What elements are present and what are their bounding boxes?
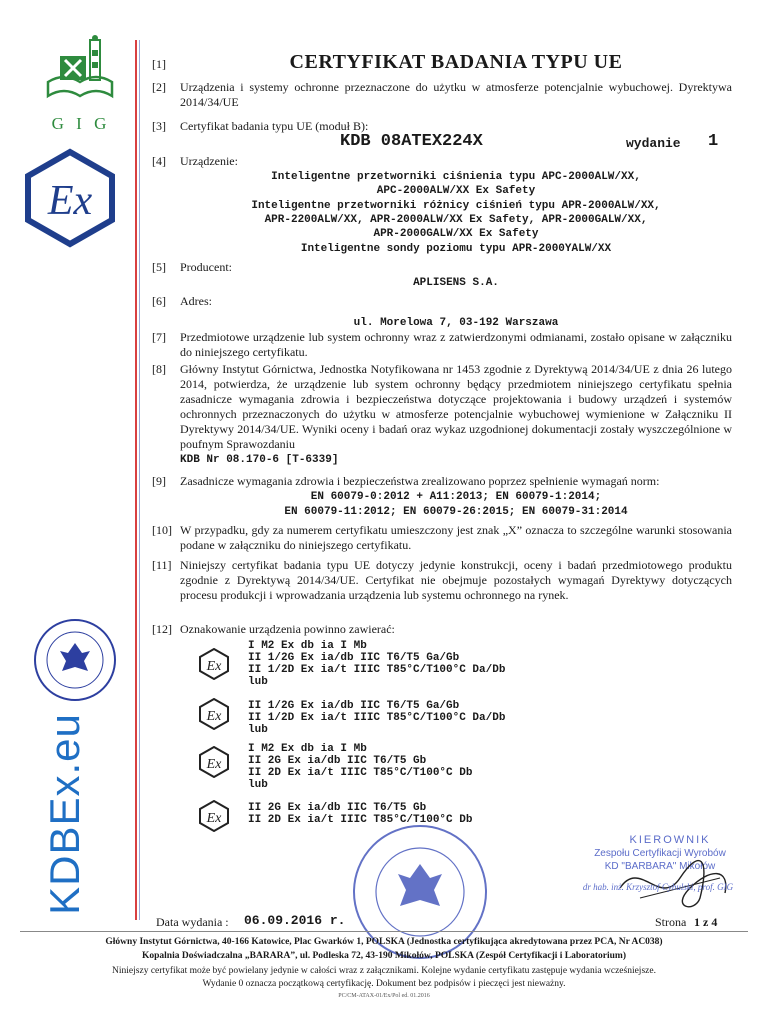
section-text-12: Oznakowanie urządzenia powinno zawierać: (180, 622, 395, 636)
small-seal (30, 615, 120, 710)
section-text-9: Zasadnicze wymagania zdrowia i bezpieczeństwa zrealizowano poprzez spełnienie wymagań norm: (180, 474, 660, 488)
section-text-11: Niniejszy certyfikat badania typu UE dotyczy jedynie konstrukcji, oceny i badań przedmiotowego produktu zgodnie z Dyrektywą 2014/34/UE. Certyfikat nie obejmuje pozostałych wymagań Dyrektywy dotyczących procesu produkcji i wprowadzania urządzenia lub systemu ochronnego na rynek. (180, 558, 732, 602)
marking-block: I M2 Ex db ia I Mb II 2G Ex ia/db IIC T6/T5 Gb II 2D Ex ia/t IIIC T85°C/T100°C Db lub (248, 743, 473, 791)
device-line: APC-2000ALW/XX Ex Safety (376, 185, 536, 197)
footer-line-2: Kopalnia Doświadczalna „BARARA”, ul. Podleska 72, 43-190 Mikołów, POLSKA (Zespół Certyfikacji i Laboratorium) (142, 951, 626, 961)
section-text-4: Urządzenie: (180, 154, 238, 168)
page-label: Strona (655, 915, 687, 929)
ex-hexagon-icon (22, 148, 118, 248)
gig-text: G I G (51, 114, 111, 133)
signature-unit: Zespołu Certyfikacji Wyrobów (594, 848, 726, 859)
norm-line: EN 60079-0:2012 + A11:2013; EN 60079-1:2014; (310, 491, 602, 503)
section-num-12: [12] (152, 622, 172, 636)
issue-date-label: Data wydania : (156, 915, 229, 929)
svg-text:Ex: Ex (206, 659, 222, 674)
vertical-divider-thin (139, 40, 140, 920)
signature-site: KD "BARBARA" Mikołów (604, 861, 716, 872)
section-text-8: Główny Instytut Górnictwa, Jednostka Notyfikowana nr 1453 zgodnie z Dyrektywą 2014/34/UE z dnia 26 lutego 2014, potwierdza, że urządzenie lub system ochronny będący przedmiotem niniejszego certyfikatu spełnia zasadnicze wymagania zdrowia i bezpieczeństwa dotyczące projektowania i budowy urządzeń i systemów ochronnych przeznaczonych do użytku w atmosferze potencjalnie wybuchowej wymienione w Załączniku II Dyrektywy 2014/34/UE. Wyniki oceny i badań oraz wykaz uzgodnionej dokumentacji zostały wyszczególnione w poufnym Sprawozdaniu (180, 362, 732, 451)
marking-block: I M2 Ex db ia I Mb II 1/2G Ex ia/db IIC T6/T5 Ga/Gb II 1/2D Ex ia/t IIIC T85°C/T100°C Da/Db lub (248, 640, 506, 688)
section-text-10: W przypadku, gdy za numerem certyfikatu umieszczony jest znak „X” oznacza to szczególne warunki stosowania podane w załączniku do niniejszego certyfikatu. (180, 523, 732, 552)
marking-block: II 1/2G Ex ia/db IIC T6/T5 Ga/Gb II 1/2D Ex ia/t IIIC T85°C/T100°C Da/Db lub (248, 700, 506, 736)
gig-book-icon (40, 30, 120, 110)
ex-mark-icon (198, 698, 230, 735)
issue-date-value: 06.09.2016 r. (244, 913, 346, 928)
section-num-2: [2] (152, 80, 166, 94)
svg-text:Ex: Ex (206, 811, 222, 826)
svg-text:Ex: Ex (47, 178, 93, 224)
signature-title: KIEROWNIK (629, 834, 711, 846)
marking-block: II 2G Ex ia/db IIC T6/T5 Gb II 2D Ex ia/t IIIC T85°C/T100°C Db (248, 802, 473, 826)
footer-line-3: Niniejszy certyfikat może być powielany jedynie w całości wraz z załącznikami. Kolejne wydanie certyfikatu zastępuje wydania wcześniejsze. (112, 966, 656, 976)
edition-label: wydanie (626, 136, 681, 151)
device-line: Inteligentne przetworniki ciśnienia typu APC-2000ALW/XX, (271, 171, 641, 183)
ex-mark-icon (198, 746, 230, 783)
certificate-number: KDB 08ATEX224X (340, 132, 483, 151)
page-title: CERTYFIKAT BADANIA TYPU UE (289, 51, 623, 73)
producer-name: APLISENS S.A. (413, 277, 499, 289)
section-num-10: [10] (152, 523, 172, 537)
section-text-7: Przedmiotowe urządzenie lub system ochronny wraz z zatwierdzonymi odmianami, zostało opisane w załączniku do niniejszego certyfikatu. (180, 330, 732, 359)
form-code: PC/CM-ATAX-01/Ex/Pol ed. 01.2016 (338, 993, 430, 999)
section-num-11: [11] (152, 558, 172, 572)
section-text-3: Certyfikat badania typu UE (moduł B): (180, 119, 369, 133)
ex-mark-icon (198, 648, 230, 685)
section-num-3: [3] (152, 119, 166, 133)
section-num-6: [6] (152, 294, 166, 308)
gig-logo (40, 30, 120, 133)
footer-divider (20, 931, 748, 932)
section-num-1: [1] (152, 57, 166, 71)
device-line: APR-2200ALW/XX, APR-2000ALW/XX Ex Safety, APR-2000GALW/XX, (264, 214, 648, 226)
svg-text:Ex: Ex (206, 709, 222, 724)
ex-mark-icon (198, 800, 230, 837)
norm-line: EN 60079-11:2012; EN 60079-26:2015; EN 60079-31:2014 (284, 506, 628, 518)
footer-line-4: Wydanie 0 oznacza początkową certyfikację. Dokument bez podpisów i pieczęci jest nieważny. (202, 979, 566, 989)
device-line: Inteligentne sondy poziomu typu APR-2000YALW/XX (300, 243, 612, 255)
section-num-4: [4] (152, 154, 166, 168)
page-value: 1 z 4 (694, 915, 718, 929)
section-num-7: [7] (152, 330, 166, 344)
signature-name: dr hab. inż. Krzysztof Cybulski, prof. GIG (582, 882, 734, 892)
svg-text:Ex: Ex (206, 757, 222, 772)
section-num-5: [5] (152, 260, 166, 274)
ex-logo-large (22, 148, 118, 253)
section-text-5: Producent: (180, 260, 232, 274)
report-number: KDB Nr 08.170-6 [T-6339] (180, 454, 339, 466)
footer-line-1: Główny Instytut Górnictwa, 40-166 Katowice, Plac Gwarków 1, POLSKA (Jednostka certyfikująca akredytowana przez PCA, Nr AC038) (105, 937, 663, 947)
section-text-6: Adres: (180, 294, 212, 308)
section-num-8: [8] (152, 362, 166, 376)
vertical-divider (135, 40, 137, 920)
section-num-9: [9] (152, 474, 166, 488)
edition-number: 1 (708, 132, 719, 151)
device-line: Inteligentne przetworniki różnicy ciśnień typu APR-2000ALW/XX, (251, 200, 661, 212)
producer-address: ul. Morelowa 7, 03-192 Warszawa (353, 317, 559, 329)
section-text-2: Urządzenia i systemy ochronne przeznaczone do użytku w atmosferze potencjalnie wybuchowej. Dyrektywa 2014/34/UE (180, 80, 732, 109)
kdbex-brand: KDBEx.eu (41, 713, 88, 915)
device-line: APR-2000GALW/XX Ex Safety (373, 228, 539, 240)
